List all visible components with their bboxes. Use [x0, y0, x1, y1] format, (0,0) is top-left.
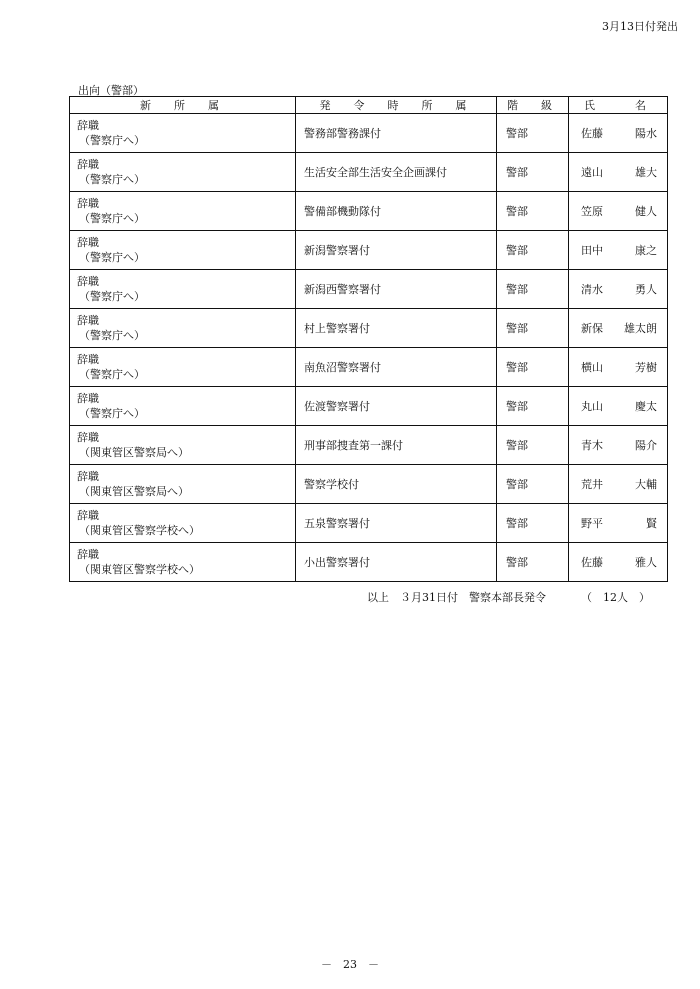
table-row [70, 153, 668, 192]
given-name: 康之 [635, 244, 657, 257]
issued-date: 3月13日付発出 [602, 20, 678, 33]
order-summary: 以上 ３月31日付 警察本部長発令 [367, 591, 546, 604]
table-row [70, 465, 668, 504]
new-position-status: 辞職 [77, 158, 99, 171]
given-name: 賢 [646, 517, 657, 530]
new-position-cell [70, 192, 296, 231]
new-position-status: 辞職 [77, 392, 99, 405]
table-row [70, 309, 668, 348]
rank-cell: 警部 [497, 426, 569, 465]
section-title: 出向（警部） [78, 84, 144, 97]
new-position-status: 辞職 [77, 236, 99, 249]
header-previous-position: 発 令 時 所 属 [296, 97, 497, 114]
name-cell [569, 348, 668, 387]
table-header-row [70, 97, 668, 114]
new-position-status: 辞職 [77, 431, 99, 444]
header-name: 氏 名 [569, 97, 668, 114]
new-position-cell [70, 504, 296, 543]
page-number: － 23 － [321, 958, 379, 971]
header-rank: 階 級 [497, 97, 569, 114]
previous-position-cell: 生活安全部生活安全企画課付 [296, 153, 497, 192]
name-cell [569, 426, 668, 465]
given-name: 慶太 [635, 400, 657, 413]
rank-cell: 警部 [497, 543, 569, 582]
surname: 笠原 [581, 205, 603, 218]
new-position-status: 辞職 [77, 509, 99, 522]
rank-cell: 警部 [497, 231, 569, 270]
name-cell [569, 465, 668, 504]
new-position-destination: （関東管区警察局へ） [79, 446, 189, 459]
name-cell [569, 270, 668, 309]
surname: 野平 [581, 517, 603, 530]
rank-cell: 警部 [497, 348, 569, 387]
new-position-destination: （警察庁へ） [79, 368, 145, 381]
table-row [70, 348, 668, 387]
new-position-destination: （関東管区警察学校へ） [79, 563, 200, 576]
surname: 清水 [581, 283, 603, 296]
given-name: 大輔 [635, 478, 657, 491]
new-position-destination: （関東管区警察学校へ） [79, 524, 200, 537]
new-position-cell [70, 426, 296, 465]
new-position-destination: （関東管区警察局へ） [79, 485, 189, 498]
previous-position-cell: 南魚沼警察署付 [296, 348, 497, 387]
new-position-cell [70, 387, 296, 426]
given-name: 陽水 [635, 127, 657, 140]
footer-summary [367, 589, 650, 605]
new-position-status: 辞職 [77, 314, 99, 327]
name-cell [569, 504, 668, 543]
new-position-cell [70, 114, 296, 153]
given-name: 芳樹 [635, 361, 657, 374]
rank-cell: 警部 [497, 465, 569, 504]
surname: 佐藤 [581, 127, 603, 140]
new-position-destination: （警察庁へ） [79, 407, 145, 420]
table-row [70, 192, 668, 231]
new-position-cell [70, 543, 296, 582]
name-cell [569, 309, 668, 348]
previous-position-cell: 村上警察署付 [296, 309, 497, 348]
previous-position-cell: 佐渡警察署付 [296, 387, 497, 426]
previous-position-cell: 警備部機動隊付 [296, 192, 497, 231]
rank-cell: 警部 [497, 504, 569, 543]
new-position-status: 辞職 [77, 197, 99, 210]
previous-position-cell: 警務部警務課付 [296, 114, 497, 153]
given-name: 陽介 [635, 439, 657, 452]
new-position-destination: （警察庁へ） [79, 251, 145, 264]
previous-position-cell: 小出警察署付 [296, 543, 497, 582]
table-row [70, 543, 668, 582]
surname: 横山 [581, 361, 603, 374]
name-cell [569, 387, 668, 426]
rank-cell: 警部 [497, 153, 569, 192]
new-position-destination: （警察庁へ） [79, 134, 145, 147]
rank-cell: 警部 [497, 270, 569, 309]
table-row [70, 426, 668, 465]
new-position-status: 辞職 [77, 470, 99, 483]
surname: 丸山 [581, 400, 603, 413]
name-cell [569, 231, 668, 270]
new-position-status: 辞職 [77, 275, 99, 288]
new-position-cell [70, 465, 296, 504]
surname: 田中 [581, 244, 603, 257]
surname: 青木 [581, 439, 603, 452]
table-row [70, 270, 668, 309]
new-position-status: 辞職 [77, 353, 99, 366]
given-name: 雄太朗 [624, 322, 657, 335]
previous-position-cell: 警察学校付 [296, 465, 497, 504]
surname: 荒井 [581, 478, 603, 491]
person-count: （ 12人 ） [580, 591, 650, 604]
name-cell [569, 153, 668, 192]
given-name: 雄大 [635, 166, 657, 179]
previous-position-cell: 新潟西警察署付 [296, 270, 497, 309]
new-position-destination: （警察庁へ） [79, 212, 145, 225]
previous-position-cell: 新潟警察署付 [296, 231, 497, 270]
new-position-destination: （警察庁へ） [79, 329, 145, 342]
new-position-destination: （警察庁へ） [79, 173, 145, 186]
given-name: 勇人 [635, 283, 657, 296]
new-position-cell [70, 231, 296, 270]
rank-cell: 警部 [497, 387, 569, 426]
surname: 新保 [581, 322, 603, 335]
name-cell [569, 192, 668, 231]
surname: 佐藤 [581, 556, 603, 569]
rank-cell: 警部 [497, 114, 569, 153]
new-position-cell [70, 309, 296, 348]
previous-position-cell: 刑事部捜査第一課付 [296, 426, 497, 465]
new-position-status: 辞職 [77, 548, 99, 561]
new-position-cell [70, 348, 296, 387]
name-cell [569, 543, 668, 582]
table-row [70, 387, 668, 426]
new-position-status: 辞職 [77, 119, 99, 132]
previous-position-cell: 五泉警察署付 [296, 504, 497, 543]
given-name: 健人 [635, 205, 657, 218]
new-position-cell [70, 153, 296, 192]
surname: 遠山 [581, 166, 603, 179]
table-row [70, 231, 668, 270]
new-position-destination: （警察庁へ） [79, 290, 145, 303]
given-name: 雅人 [635, 556, 657, 569]
name-cell [569, 114, 668, 153]
new-position-cell [70, 270, 296, 309]
rank-cell: 警部 [497, 192, 569, 231]
header-new-position: 新 所 属 [70, 97, 296, 114]
rank-cell: 警部 [497, 309, 569, 348]
table-row [70, 114, 668, 153]
table-row [70, 504, 668, 543]
personnel-table [69, 96, 668, 582]
